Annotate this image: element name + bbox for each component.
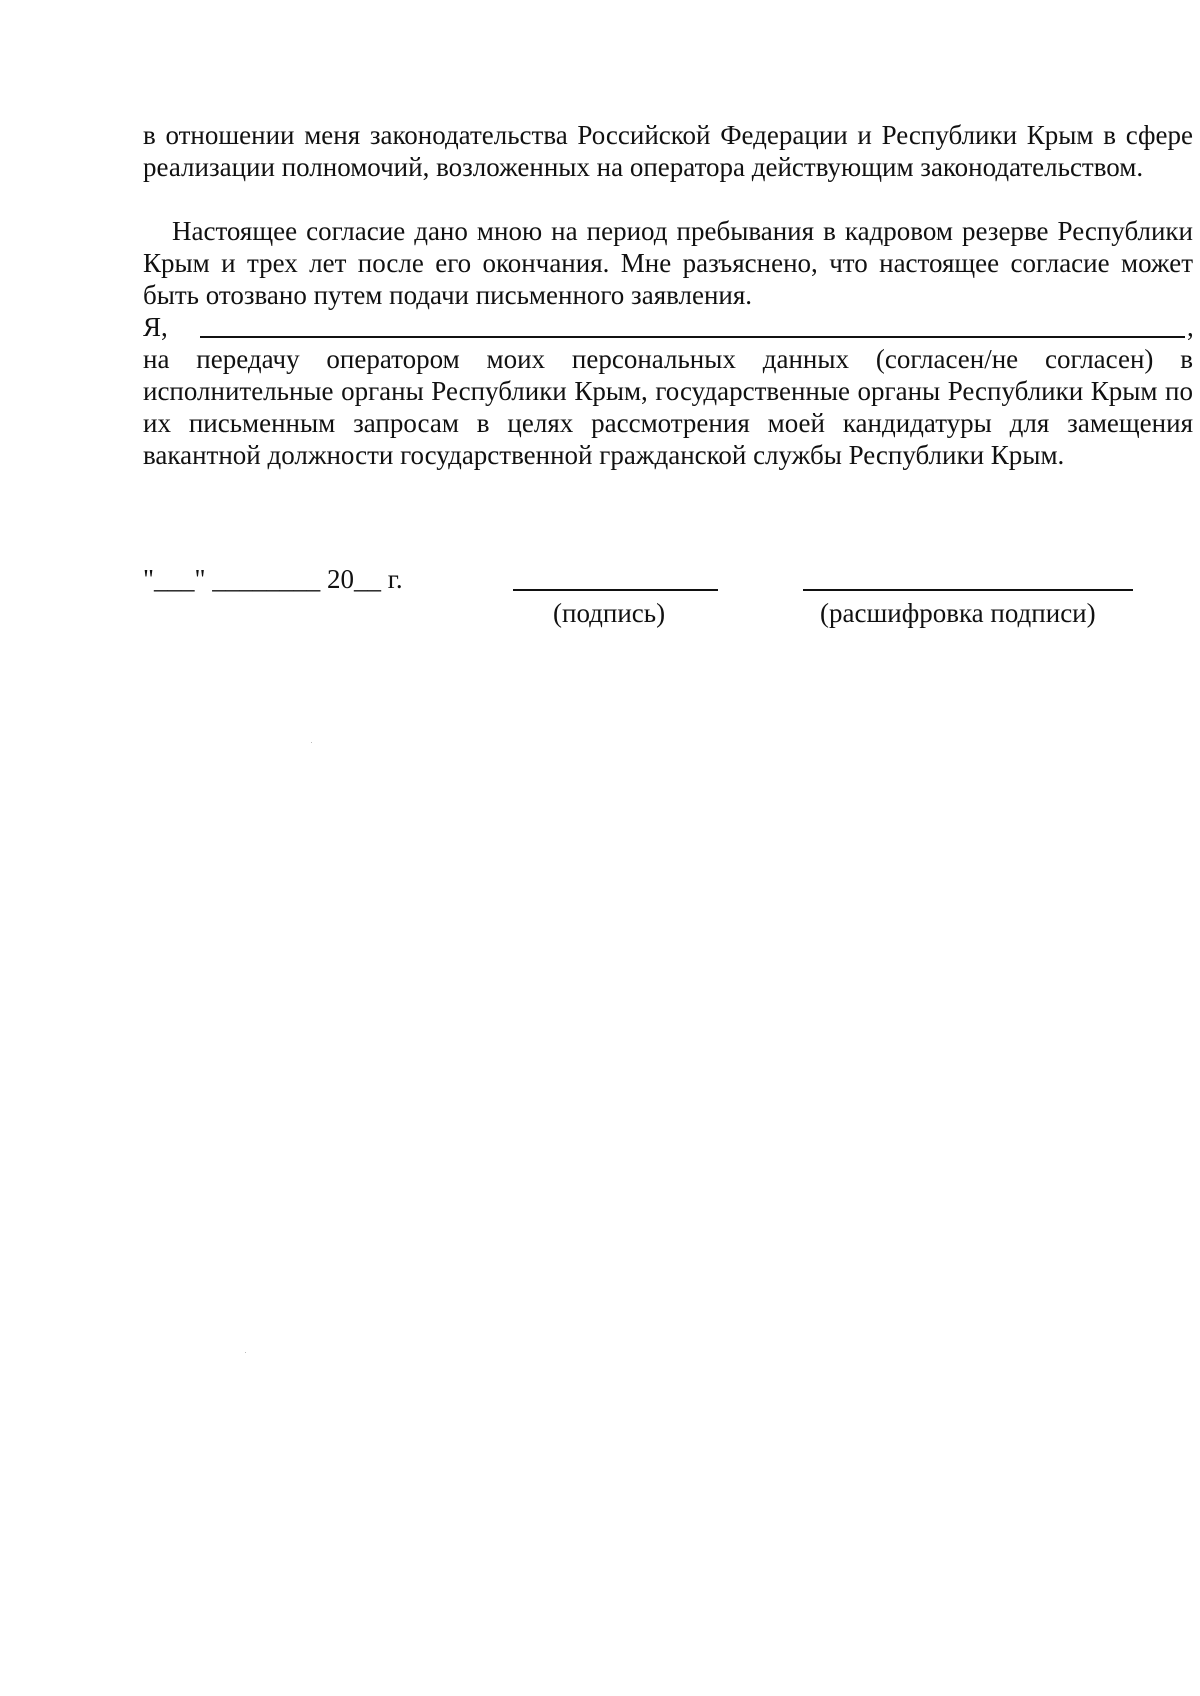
signature-caption: (подпись) [553,598,666,628]
name-fill-row [143,311,1193,343]
name-fill-line [200,336,1185,338]
ya-label: Я, [143,312,168,342]
paragraph-data-transfer: на передачу оператором моих персональных данных (согласен/не согласен) в исполнительные органы Республики Крым, государственные органы Республики Крым по их письменным запросам в целях рассмотрения моей кандидатуры для замещения вакантной должности государственной гражданской службы Республики Крым. [143,344,1193,470]
scan-speck [245,1352,246,1353]
date-field: "___" ________ 20__ г. [143,564,403,594]
scan-speck [311,742,312,743]
signature-decode-caption: (расшифровка подписи) [820,598,1096,628]
name-fill-comma: , [1187,312,1194,342]
signature-row [143,563,1193,643]
paragraph-legislation: в отношении меня законодательства Российской Федерации и Республики Крым в сфере реализации полномочий, возложенных на оператора действующим законодательством. [143,120,1193,182]
paragraph-consent-period: Настоящее согласие дано мною на период пребывания в кадровом резерве Республики Крым и трех лет после его окончания. Мне разъяснено, что настоящее согласие может быть отозвано путем подачи письменного заявления. [143,216,1193,310]
signature-line [513,589,718,591]
signature-decode-line [803,589,1133,591]
